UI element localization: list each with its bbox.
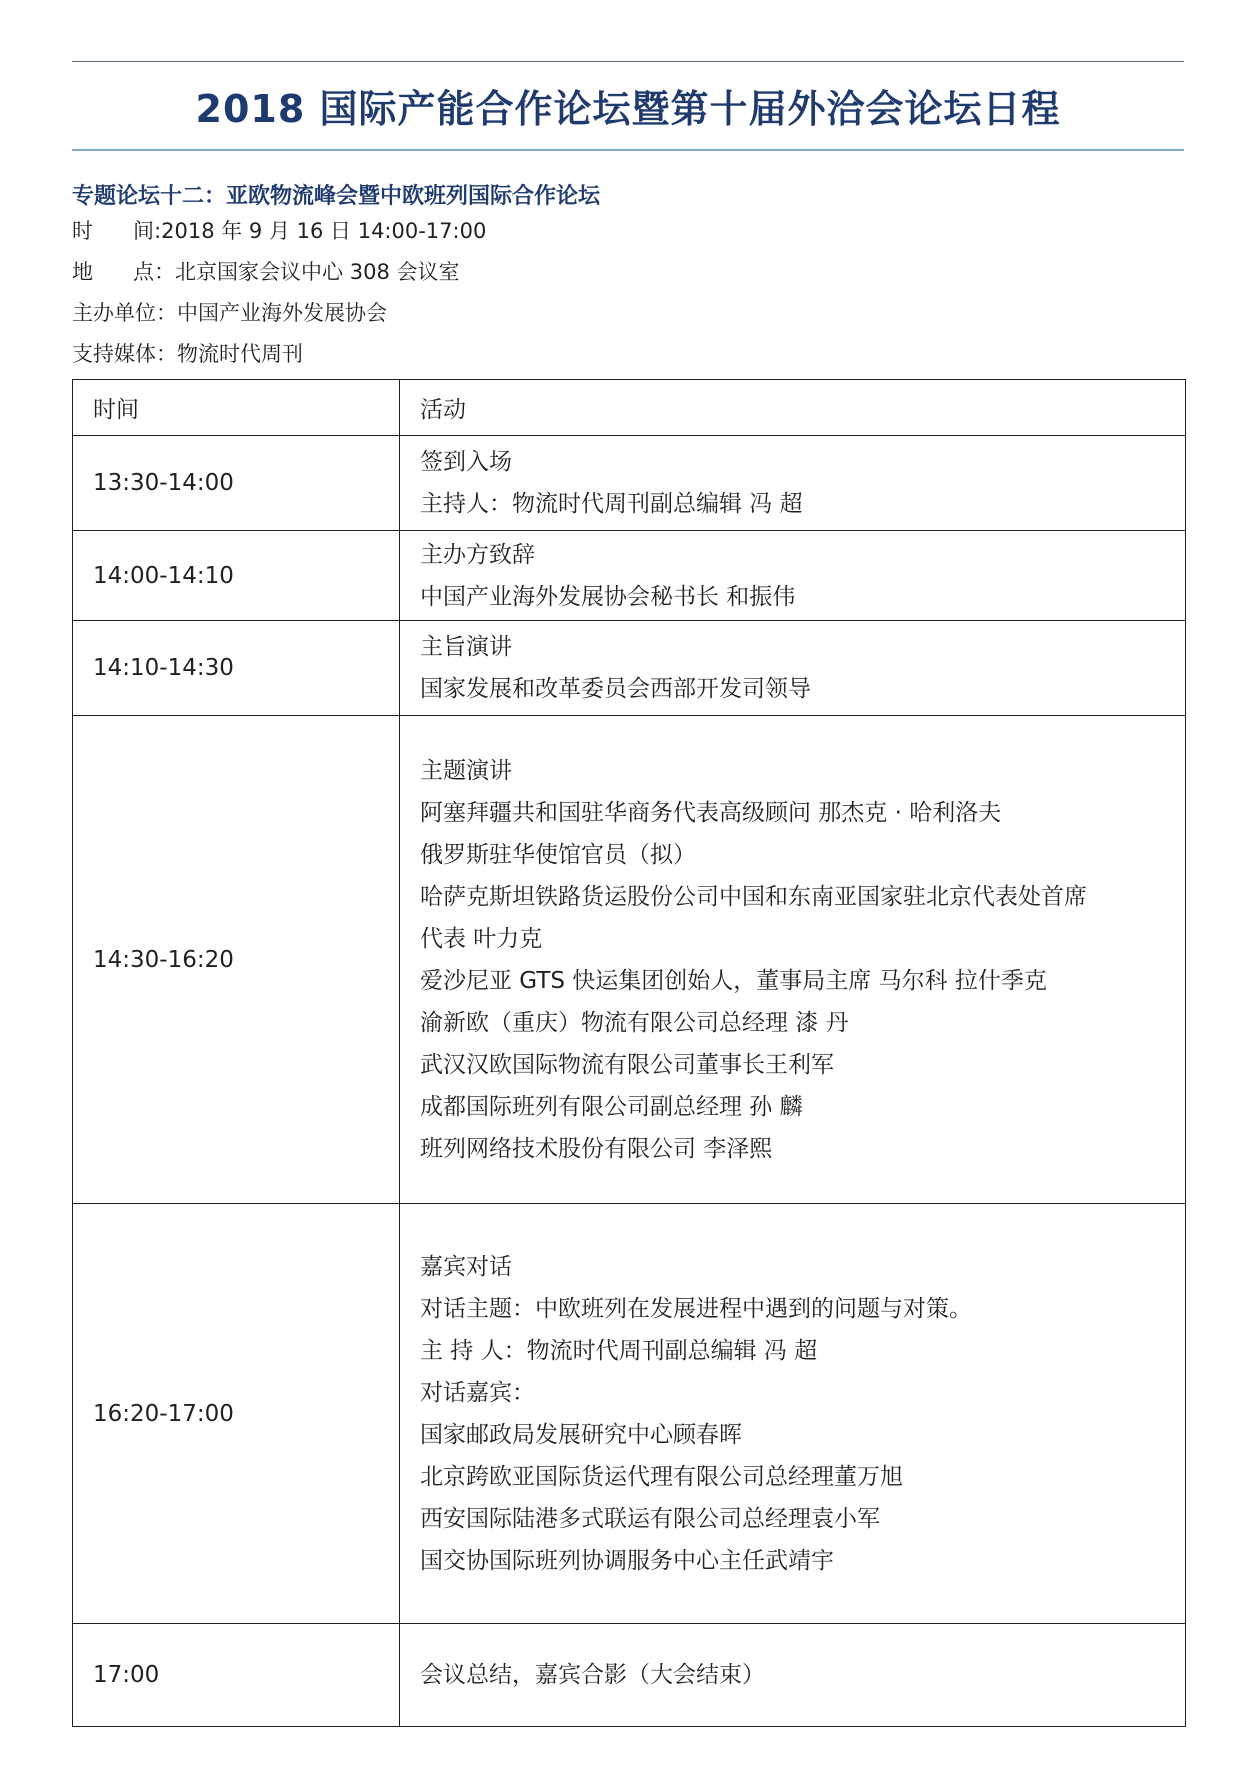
activity-line: 渝新欧（重庆）物流有限公司总经理 漆 丹 — [420, 1009, 849, 1036]
activity-line: 哈萨克斯坦铁路货运股份公司中国和东南亚国家驻北京代表处首席 — [420, 883, 1087, 910]
row-time: 14:30-16:20 — [73, 716, 400, 1204]
meta-host-value: ：中国产业海外发展协会 — [156, 301, 387, 325]
row-time: 13:30-14:00 — [73, 436, 400, 531]
meta-place-value: ：北京国家会议中心 308 会议室 — [154, 260, 460, 284]
activity-line: 会议总结，嘉宾合影（大会结束） — [420, 1662, 765, 1688]
row-activity — [400, 1204, 1186, 1624]
row-time: 14:00-14:10 — [73, 531, 400, 621]
row-activity — [400, 716, 1186, 1204]
activity-line: 主持人：物流时代周刊副总编辑 冯 超 — [420, 491, 803, 517]
meta-time-label: 时 间 — [72, 219, 155, 243]
activity-line: 主 持 人：物流时代周刊副总编辑 冯 超 — [420, 1337, 818, 1364]
activity-line: 俄罗斯驻华使馆官员（拟） — [420, 841, 696, 868]
table-row — [73, 621, 1186, 716]
table-row — [73, 1624, 1186, 1727]
row-activity — [400, 436, 1186, 531]
activity-line: 主题演讲 — [420, 757, 512, 784]
activity-line: 对话嘉宾： — [420, 1379, 535, 1406]
meta-host — [72, 297, 387, 327]
page-title: 2018 国际产能合作论坛暨第十届外洽会论坛日程 — [195, 87, 1061, 131]
meta-time — [72, 215, 486, 245]
row-time: 14:10-14:30 — [73, 621, 400, 716]
activity-line: 主办方致辞 — [420, 541, 535, 568]
meta-place-label: 地 点 — [72, 260, 155, 284]
forum-subtitle: 专题论坛十二：亚欧物流峰会暨中欧班列国际合作论坛 — [72, 184, 601, 209]
activity-line: 国交协国际班列协调服务中心主任武靖宇 — [420, 1547, 834, 1574]
schedule-table — [72, 379, 1186, 1727]
activity-line: 武汉汉欧国际物流有限公司董事长王利军 — [420, 1051, 834, 1078]
activity-line: 成都国际班列有限公司副总经理 孙 麟 — [420, 1093, 803, 1120]
activity-line: 国家邮政局发展研究中心顾春晖 — [420, 1421, 742, 1448]
meta-media — [72, 338, 303, 368]
table-row — [73, 436, 1186, 531]
row-time: 16:20-17:00 — [73, 1204, 400, 1624]
row-activity — [400, 1624, 1186, 1727]
activity-line: 班列网络技术股份有限公司 李泽熙 — [420, 1135, 773, 1162]
row-time: 17:00 — [73, 1624, 400, 1727]
activity-line: 主旨演讲 — [420, 634, 512, 660]
row-activity — [400, 621, 1186, 716]
activity-line: 中国产业海外发展协会秘书长 和振伟 — [420, 583, 796, 610]
activity-line: 签到入场 — [420, 449, 512, 475]
activity-line: 国家发展和改革委员会西部开发司领导 — [420, 676, 811, 702]
row-activity — [400, 531, 1186, 621]
table-row — [73, 531, 1186, 621]
activity-line: 阿塞拜疆共和国驻华商务代表高级顾问 那杰克 · 哈利洛夫 — [420, 799, 1002, 826]
table-row — [73, 1204, 1186, 1624]
activity-line: 北京跨欧亚国际货运代理有限公司总经理董万旭 — [420, 1463, 903, 1490]
meta-host-label: 主办单位 — [72, 301, 156, 325]
meta-media-value: ：物流时代周刊 — [156, 342, 303, 366]
activity-line: 嘉宾对话 — [420, 1253, 512, 1280]
header-time: 时间 — [73, 380, 400, 436]
activity-line: 西安国际陆港多式联运有限公司总经理袁小军 — [420, 1505, 880, 1532]
meta-place — [72, 256, 460, 286]
header-activity: 活动 — [400, 380, 1186, 436]
activity-line: 代表 叶力克 — [420, 925, 543, 952]
table-header-row — [73, 380, 1186, 436]
activity-line: 爱沙尼亚 GTS 快运集团创始人，董事局主席 马尔科 拉什季克 — [420, 967, 1047, 994]
activity-line: 对话主题：中欧班列在发展进程中遇到的问题与对策。 — [420, 1295, 972, 1322]
title-rule — [72, 149, 1184, 151]
meta-time-value: :2018 年 9 月 16 日 14:00-17:00 — [154, 219, 487, 243]
table-row — [73, 716, 1186, 1204]
meta-media-label: 支持媒体 — [72, 342, 156, 366]
top-rule — [72, 61, 1184, 62]
